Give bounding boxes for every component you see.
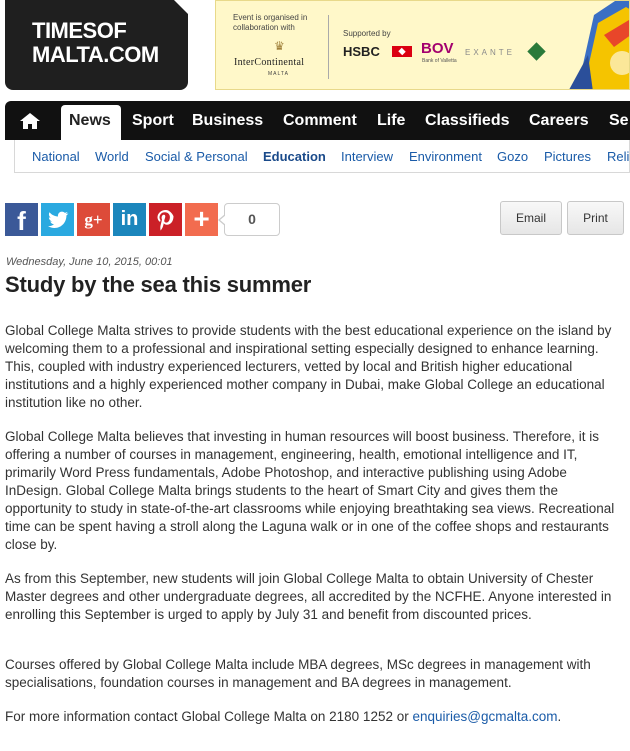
email-link[interactable]: enquiries@gcmalta.com	[412, 709, 558, 724]
twitter-icon	[46, 208, 70, 232]
contact-text: For more information contact Global College Malta on 2180 1252 or	[5, 709, 413, 724]
site-logo[interactable]	[5, 0, 188, 90]
nav-item-news[interactable]: News	[61, 105, 121, 142]
article-paragraph-2: Global College Malta believes that investing in human resources will boost business. Therefore, it is offering a number of courses in management, engineering, health, emotional intelligence and IT, primarily Word Press fundamentals, Adobe Photoshop, and interactive publishing using Adobe InDesign. Global College Malta brings students to the heart of Smart City and gives them the opportunity to study in state-of-the-art classrooms while enjoying breathtaking sea views. Recreational time can be spent having a stroll along the Laguna walk or in one of the coffee shops and restaurants close by.	[5, 429, 615, 552]
plus-icon: +	[193, 203, 210, 234]
banner-hotel-name: InterContinental	[234, 57, 305, 68]
nav-item-life[interactable]: Life	[377, 112, 406, 129]
subnav-item-pictures[interactable]: Pictures	[544, 149, 591, 164]
banner-supported-by: Supported by	[343, 29, 391, 38]
linkedin-share-button[interactable]	[113, 203, 146, 236]
nav-item-comment[interactable]: Comment	[283, 112, 357, 129]
nav-item-search[interactable]: Se	[609, 112, 629, 129]
contact-text-suffix: .	[557, 709, 562, 724]
article-paragraph-4: Courses offered by Global College Malta include MBA degrees, MSc degrees in management with specialisations, foundation courses in management and BA degrees in management.	[5, 657, 591, 690]
sub-navigation	[14, 140, 630, 173]
subnav-item-world[interactable]: World	[95, 149, 129, 164]
home-icon[interactable]	[19, 112, 41, 130]
banner-sponsor-bov-sub: Bank of Valletta	[422, 58, 457, 64]
hsbc-logo-icon	[392, 46, 412, 57]
exante-logo-icon	[527, 42, 545, 60]
logo-line-2: MALTA.COM	[32, 42, 159, 67]
pinterest-icon	[154, 208, 178, 232]
intercontinental-emblem-icon: ♛	[274, 39, 285, 53]
linkedin-icon: in	[120, 208, 139, 230]
banner-hotel-sub: MALTA	[268, 71, 289, 77]
subnav-item-national[interactable]: National	[32, 149, 80, 164]
nav-item-careers[interactable]: Careers	[529, 112, 589, 129]
more-share-button[interactable]	[185, 203, 218, 236]
article-title: Study by the sea this summer	[5, 272, 312, 297]
banner-organised-text: Event is organised in collaboration with	[233, 13, 308, 32]
share-count: 0	[224, 203, 280, 236]
nav-item-classifieds[interactable]: Classifieds	[425, 112, 510, 129]
nav-item-business[interactable]: Business	[192, 112, 264, 129]
banner-sponsor-hsbc: HSBC	[343, 44, 380, 59]
logo-corner	[174, 0, 188, 14]
article-date: Wednesday, June 10, 2015, 00:01	[6, 256, 173, 268]
facebook-icon: f	[17, 206, 26, 236]
banner-sponsor-bov: BOV	[421, 40, 454, 57]
twitter-share-button[interactable]	[41, 203, 74, 236]
subnav-item-religion[interactable]: Reli	[607, 149, 630, 164]
article-paragraph-1: Global College Malta strives to provide students with the best educational experience on the island by welcoming them to a professional and inspirational setting especially designed to enhance learning. This, coupled with industry experienced lecturers, vetted by local and British higher educational institutions and a highly experienced mother company in Dubai, make Global College an educational institution like no other.	[5, 323, 612, 410]
banner-graduation-art-icon	[554, 0, 630, 90]
email-button[interactable]: Email	[500, 201, 562, 235]
googleplus-share-button[interactable]	[77, 203, 110, 236]
main-navigation	[5, 101, 630, 140]
logo-line-1: TIMESOF	[32, 18, 127, 43]
subnav-item-environment[interactable]: Environment	[409, 149, 482, 164]
advertisement-banner[interactable]	[215, 0, 630, 90]
subnav-item-social-personal[interactable]: Social & Personal	[145, 149, 248, 164]
print-button[interactable]: Print	[567, 201, 624, 235]
banner-sponsor-exante: EXANTE	[465, 48, 516, 57]
googleplus-icon: g+	[84, 210, 103, 229]
nav-item-sport[interactable]: Sport	[132, 112, 174, 129]
subnav-item-education[interactable]: Education	[263, 149, 326, 164]
pinterest-share-button[interactable]	[149, 203, 182, 236]
facebook-share-button[interactable]	[5, 203, 38, 236]
article-paragraph-5	[5, 708, 627, 726]
subnav-item-gozo[interactable]: Gozo	[497, 149, 529, 164]
subnav-item-interview[interactable]: Interview	[341, 149, 394, 164]
banner-divider	[328, 15, 329, 79]
article-paragraph-3: As from this September, new students will join Global College Malta to obtain University of Chester Master degrees and other undergraduate degrees, all accredited by the NCFHE. Anyone interested in enrolling this September is urged to apply by July 31 and benefit from discounted prices.	[5, 571, 612, 622]
